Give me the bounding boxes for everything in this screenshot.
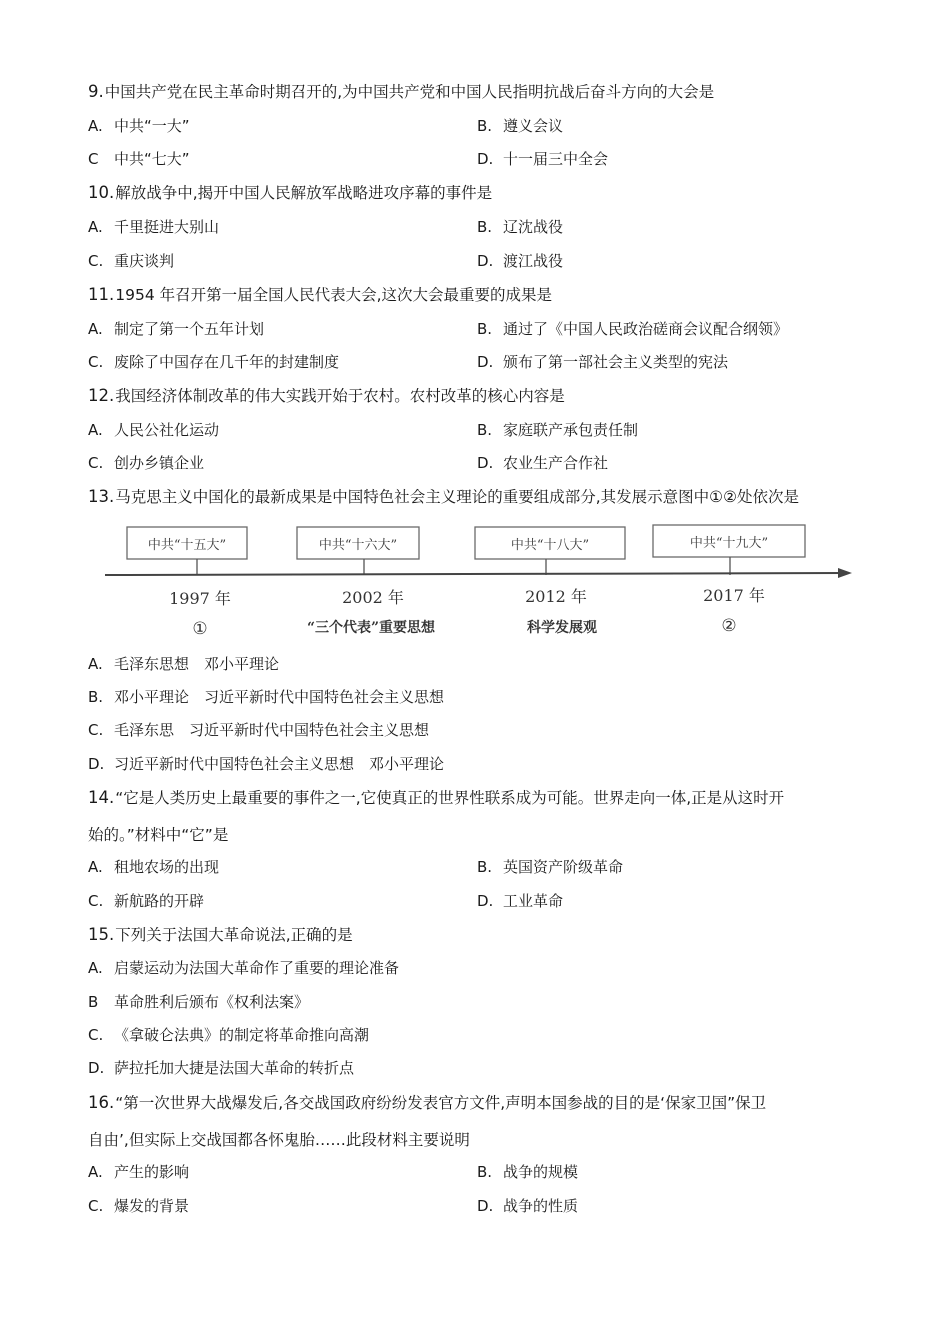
question-12-option-d[interactable]: D. 农业生产合作社 [477, 454, 609, 472]
timeline-arrowhead [838, 568, 852, 578]
timeline-box-label: 中共“十六大” [318, 538, 398, 553]
question-11-option-c[interactable]: C. 废除了中国存在几千年的封建制度 [88, 353, 340, 371]
question-13-option-a[interactable]: A. 毛泽东思想 邓小平理论 [88, 655, 280, 673]
question-text: 下列关于法国大革命说法,正确的是 [115, 926, 353, 944]
question-number: 13. [88, 487, 115, 506]
question-11-stem [88, 283, 552, 305]
question-11-option-d[interactable]: D. 颁布了第一部社会主义类型的宪法 [477, 353, 729, 371]
timeline-year: 1997 年 [169, 589, 231, 608]
question-15-option-b[interactable]: B 革命胜利后颁布《权利法案》 [88, 993, 310, 1011]
question-10-option-a[interactable]: A. 千里挺进大别山 [88, 218, 220, 236]
timeline-axis [105, 573, 845, 575]
question-14-option-c[interactable]: C. 新航路的开辟 [88, 892, 205, 910]
question-16-option-b[interactable]: B. 战争的规模 [477, 1163, 579, 1181]
question-number: 15. [88, 925, 115, 944]
timeline-box-label: 中共“十九大” [689, 536, 769, 551]
question-9-stem [88, 80, 714, 102]
timeline-box-label: 中共“十八大” [510, 538, 590, 553]
question-text: “第一次世界大战爆发后,各交战国政府纷纷发表官方文件,声明本国参战的目的是‘保家卫国”保卫 [115, 1094, 767, 1112]
question-9-option-d[interactable]: D. 十一届三中全会 [477, 150, 609, 168]
question-16-option-c[interactable]: C. 爆发的背景 [88, 1197, 190, 1215]
question-10-option-d[interactable]: D. 渡江战役 [477, 252, 564, 270]
question-13-option-d[interactable]: D. 习近平新时代中国特色社会主义思想 邓小平理论 [88, 755, 445, 773]
question-12-stem [88, 384, 565, 406]
timeline-label: “三个代表”重要思想 [306, 620, 436, 636]
question-15-option-c[interactable]: C. 《拿破仑法典》的制定将革命推向高潮 [88, 1026, 370, 1044]
question-13-option-c[interactable]: C. 毛泽东思 习近平新时代中国特色社会主义思想 [88, 721, 430, 739]
question-11-option-a[interactable]: A. 制定了第一个五年计划 [88, 320, 265, 338]
timeline-label: 科学发展观 [527, 620, 597, 636]
question-10-option-c[interactable]: C. 重庆谈判 [88, 252, 175, 270]
question-15-option-a[interactable]: A. 启蒙运动为法国大革命作了重要的理论准备 [88, 959, 400, 977]
question-14-option-b[interactable]: B. 英国资产阶级革命 [477, 858, 624, 876]
question-13-stem [88, 485, 799, 507]
question-12-option-c[interactable]: C. 创办乡镇企业 [88, 454, 205, 472]
question-text: 解放战争中,揭开中国人民解放军战略进攻序幕的事件是 [115, 184, 493, 202]
question-number: 9. [88, 82, 104, 101]
timeline-box-label: 中共“十五大” [147, 538, 227, 553]
question-number: 11. [88, 285, 115, 304]
question-16-stem-line2: 自由’,但实际上交战国都各怀鬼胎……此段材料主要说明 [88, 1131, 470, 1149]
question-14-stem-line2: 始的。”材料中“它”是 [88, 826, 229, 844]
question-15-stem [88, 923, 353, 945]
question-16-option-d[interactable]: D. 战争的性质 [477, 1197, 579, 1215]
question-12-option-b[interactable]: B. 家庭联产承包责任制 [477, 421, 639, 439]
question-9-option-c[interactable]: C 中共“七大” [88, 150, 190, 168]
question-text: 我国经济体制改革的伟大实践开始于农村。农村改革的核心内容是 [115, 387, 565, 405]
timeline-box-2 [297, 527, 419, 559]
timeline-box-4 [653, 525, 805, 557]
question-text: “它是人类历史上最重要的事件之一,它使真正的世界性联系成为可能。世界走向一体,正是从这时开 [115, 789, 785, 807]
question-10-stem [88, 181, 492, 203]
question-number: 16. [88, 1093, 115, 1112]
question-10-option-b[interactable]: B. 辽沈战役 [477, 218, 564, 236]
question-number: 12. [88, 386, 115, 405]
question-12-option-a[interactable]: A. 人民公社化运动 [88, 421, 220, 439]
timeline-box-3 [475, 527, 625, 559]
question-14-option-d[interactable]: D. 工业革命 [477, 892, 564, 910]
question-text: 马克思主义中国化的最新成果是中国特色社会主义理论的重要组成部分,其发展示意图中①②处依次是 [115, 488, 799, 506]
question-number: 10. [88, 183, 115, 202]
question-16-option-a[interactable]: A. 产生的影响 [88, 1163, 190, 1181]
question-13-option-b[interactable]: B. 邓小平理论 习近平新时代中国特色社会主义思想 [88, 688, 445, 706]
timeline-diagram [100, 515, 860, 645]
timeline-label-circle-1: ① [192, 619, 208, 639]
question-9-option-a[interactable]: A. 中共“一大” [88, 117, 190, 135]
timeline-year: 2012 年 [525, 587, 587, 606]
question-9-option-b[interactable]: B. 遵义会议 [477, 117, 564, 135]
question-16-stem [88, 1091, 766, 1113]
question-14-option-a[interactable]: A. 租地农场的出现 [88, 858, 220, 876]
timeline-year: 2002 年 [342, 588, 404, 607]
timeline-label-circle-2: ② [721, 616, 737, 636]
question-14-stem [88, 786, 784, 808]
question-15-option-d[interactable]: D. 萨拉托加大捷是法国大革命的转折点 [88, 1059, 355, 1077]
question-text: 1954 年召开第一届全国人民代表大会,这次大会最重要的成果是 [115, 286, 553, 304]
question-11-option-b[interactable]: B. 通过了《中国人民政治磋商会议配合纲领》 [477, 320, 789, 338]
question-text: 中国共产党在民主革命时期召开的,为中国共产党和中国人民指明抗战后奋斗方向的大会是 [104, 83, 715, 101]
timeline-year: 2017 年 [703, 586, 765, 605]
timeline-box-1 [127, 527, 247, 559]
question-number: 14. [88, 788, 115, 807]
